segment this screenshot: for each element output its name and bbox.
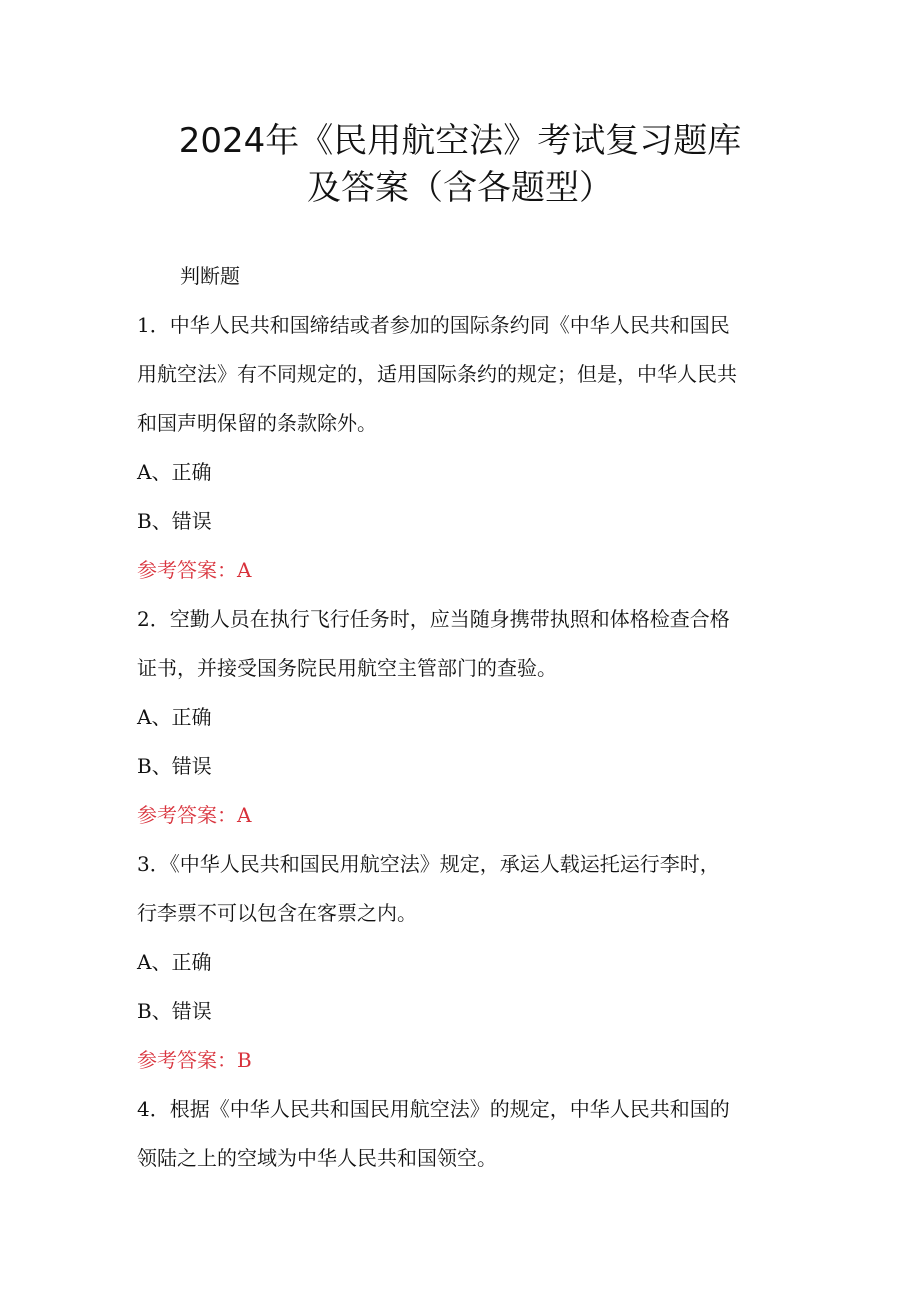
question-2-option-b: B、错误 [137, 754, 212, 778]
question-1-option-a: A、正确 [137, 460, 212, 484]
question-2-option-a: A、正确 [137, 705, 212, 729]
question-4-line-1: 4．根据《中华人民共和国民用航空法》的规定，中华人民共和国的 [137, 1097, 730, 1121]
question-3-line-2: 行李票不可以包含在客票之内。 [137, 901, 417, 925]
question-2-line-1: 2．空勤人员在执行飞行任务时，应当随身携带执照和体格检查合格 [137, 607, 730, 631]
question-2-line-2: 证书，并接受国务院民用航空主管部门的查验。 [137, 656, 557, 680]
question-1-line-2: 用航空法》有不同规定的，适用国际条约的规定；但是，中华人民共 [137, 362, 737, 386]
question-1-option-b: B、错误 [137, 509, 212, 533]
question-2-answer: 参考答案：A [137, 803, 252, 827]
question-1-line-1: 1．中华人民共和国缔结或者参加的国际条约同《中华人民共和国民 [137, 313, 730, 337]
question-1-line-3: 和国声明保留的条款除外。 [137, 411, 377, 435]
question-3-answer: 参考答案：B [137, 1048, 252, 1072]
document-title-line-2: 及答案（含各题型） [307, 168, 613, 208]
question-3-line-1: 3．《中华人民共和国民用航空法》规定，承运人载运托运行李时， [137, 852, 720, 876]
question-1-answer: 参考答案：A [137, 558, 252, 582]
section-heading: 判断题 [180, 264, 240, 288]
question-4-line-2: 领陆之上的空域为中华人民共和国领空。 [137, 1146, 497, 1170]
question-3-option-a: A、正确 [137, 950, 212, 974]
document-title-line-1: 2024年《民用航空法》考试复习题库 [178, 121, 742, 161]
question-3-option-b: B、错误 [137, 999, 212, 1023]
